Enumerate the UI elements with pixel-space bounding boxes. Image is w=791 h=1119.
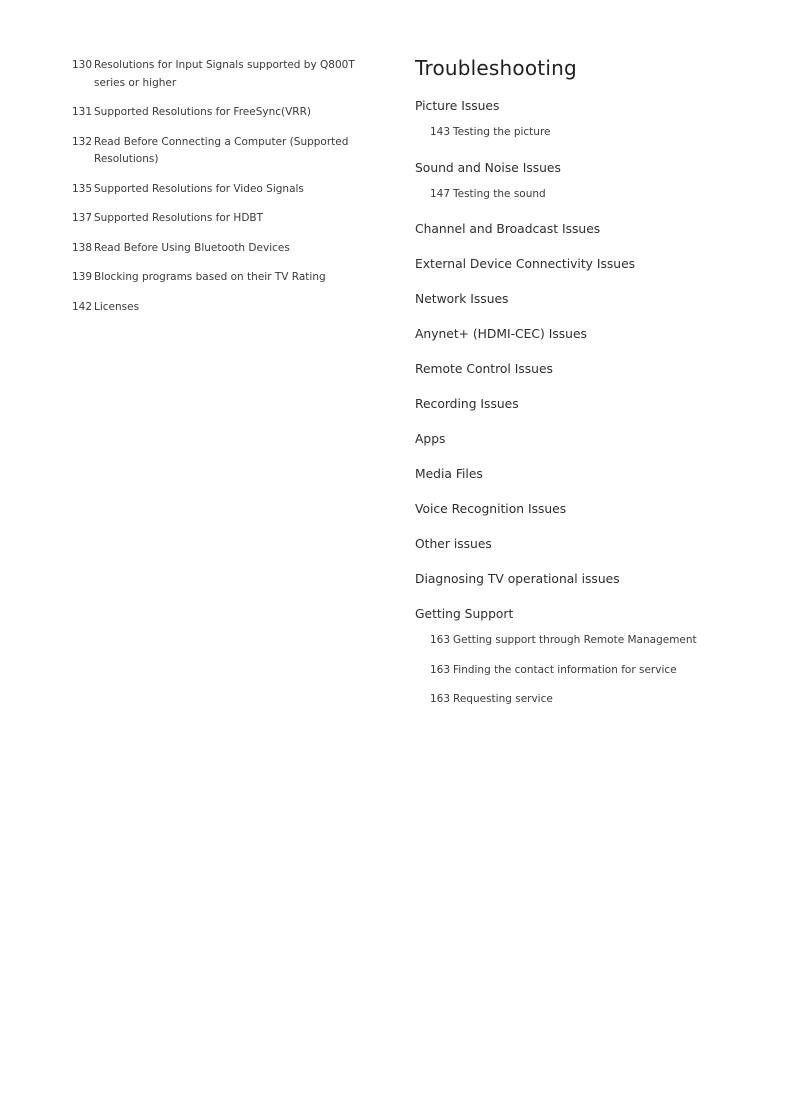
toc-subentry[interactable] xyxy=(415,124,775,142)
toc-page-number: 138 xyxy=(72,241,93,254)
toc-right-column xyxy=(415,55,775,726)
toc-subentry[interactable] xyxy=(415,186,775,204)
toc-entry[interactable] xyxy=(72,134,382,169)
toc-group xyxy=(415,325,775,343)
toc-group xyxy=(415,570,775,588)
toc-entry[interactable] xyxy=(72,104,382,122)
toc-page-number: 143 xyxy=(430,126,451,138)
toc-group xyxy=(415,97,775,142)
toc-group-heading[interactable]: Picture Issues xyxy=(415,99,500,113)
toc-group xyxy=(415,605,775,709)
toc-entry-title: Read Before Connecting a Computer (Supported Resolutions) xyxy=(94,135,349,165)
toc-subentry-title: Testing the picture xyxy=(453,126,551,138)
toc-group xyxy=(415,360,775,378)
toc-group-heading[interactable]: Network Issues xyxy=(415,292,509,306)
toc-group-heading[interactable]: Anynet+ (HDMI-CEC) Issues xyxy=(415,327,587,341)
toc-entry-title: Supported Resolutions for HDBT xyxy=(94,212,264,224)
toc-group-heading[interactable]: Apps xyxy=(415,432,446,446)
toc-page-number: 142 xyxy=(72,300,93,313)
toc-entry[interactable] xyxy=(72,57,382,92)
toc-page-number: 135 xyxy=(72,182,93,195)
toc-subentry[interactable] xyxy=(415,691,775,709)
toc-group-heading[interactable]: Remote Control Issues xyxy=(415,362,553,376)
toc-group-heading[interactable]: Other issues xyxy=(415,537,492,551)
toc-group-heading[interactable]: Sound and Noise Issues xyxy=(415,160,561,175)
section-title: Troubleshooting xyxy=(415,56,577,80)
toc-group xyxy=(415,430,775,448)
toc-subentry-title: Getting support through Remote Management xyxy=(453,634,697,646)
toc-subentry[interactable] xyxy=(415,662,775,680)
toc-group-heading[interactable]: Getting Support xyxy=(415,607,514,621)
toc-entry[interactable] xyxy=(72,269,382,287)
toc-group xyxy=(415,159,775,204)
toc-page-number: 163 xyxy=(430,663,451,676)
toc-group xyxy=(415,395,775,413)
toc-page-number: 131 xyxy=(72,106,93,118)
toc-entry-title: Resolutions for Input Signals supported by Q800T series or higher xyxy=(94,59,355,89)
toc-entry-title: Supported Resolutions for Video Signals xyxy=(94,182,304,195)
toc-subentry[interactable] xyxy=(415,632,775,650)
toc-page-number: 132 xyxy=(72,135,93,148)
toc-entry[interactable] xyxy=(72,210,382,228)
toc-page-number: 130 xyxy=(72,59,93,71)
toc-group-heading[interactable]: Recording Issues xyxy=(415,397,519,411)
toc-group xyxy=(415,465,775,483)
toc-entry-title: Licenses xyxy=(94,300,140,313)
toc-group xyxy=(415,290,775,308)
toc-entry-title: Read Before Using Bluetooth Devices xyxy=(94,241,290,254)
toc-entry[interactable] xyxy=(72,240,382,258)
toc-group-heading[interactable]: Diagnosing TV operational issues xyxy=(415,572,620,586)
toc-entry[interactable] xyxy=(72,299,382,317)
toc-entry-title: Supported Resolutions for FreeSync(VRR) xyxy=(94,106,311,118)
toc-page-number: 139 xyxy=(72,271,93,283)
toc-group-heading[interactable]: Voice Recognition Issues xyxy=(415,502,567,516)
toc-subentry-title: Finding the contact information for service xyxy=(453,663,677,676)
toc-left-column xyxy=(72,57,382,328)
toc-group-heading[interactable]: Media Files xyxy=(415,467,483,481)
toc-subentry-title: Testing the sound xyxy=(453,187,546,200)
toc-subentry-title: Requesting service xyxy=(453,693,553,705)
toc-page-number: 137 xyxy=(72,212,93,224)
toc-group xyxy=(415,220,775,238)
toc-entry[interactable] xyxy=(72,181,382,199)
toc-page-number: 163 xyxy=(430,634,451,646)
toc-group xyxy=(415,500,775,518)
toc-page-number: 147 xyxy=(430,187,451,200)
toc-group-heading[interactable]: External Device Connectivity Issues xyxy=(415,257,636,271)
toc-group xyxy=(415,535,775,553)
toc-group xyxy=(415,255,775,273)
toc-entry-title: Blocking programs based on their TV Rating xyxy=(94,271,326,283)
toc-group-heading[interactable]: Channel and Broadcast Issues xyxy=(415,222,601,236)
toc-page-number: 163 xyxy=(430,693,451,705)
